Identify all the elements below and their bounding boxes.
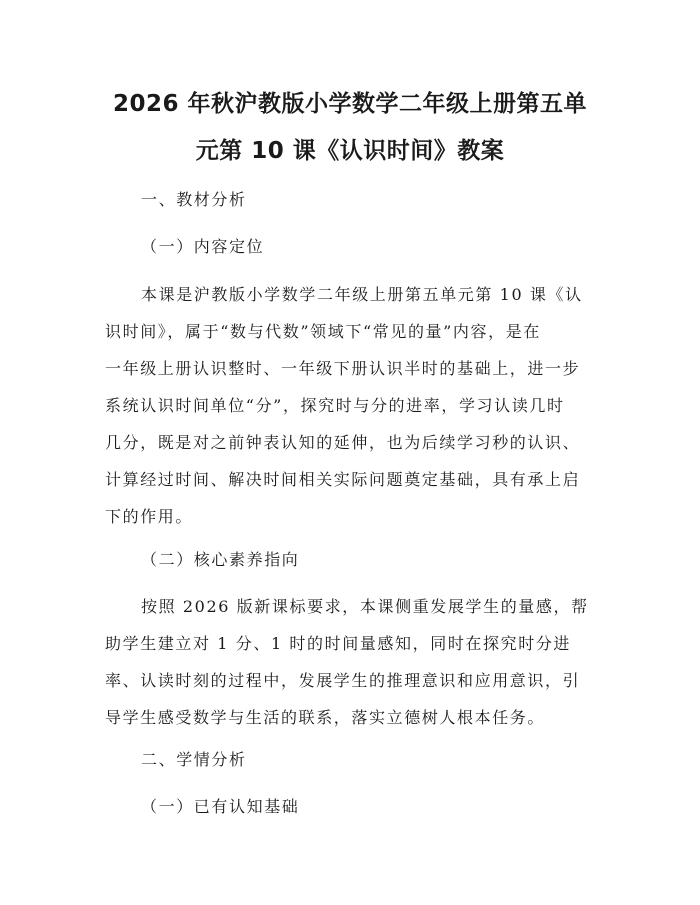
paragraph-line: 几分，既是对之前钟表认知的延伸，也为后续学习秒的认识、 [105,433,581,452]
subheading-core-literacy: （二）核心素养指向 [141,550,300,569]
paragraph-line: 识时间》，属于“数与代数”领域下“常见的量”内容，是在 [105,322,541,341]
subheading-content-positioning: （一）内容定位 [141,237,265,256]
paragraph-line: 下的作用。 [105,507,194,526]
paragraph-line: 率、认读时刻的过程中，发展学生的推理意识和应用意识，引 [105,671,581,690]
section-heading-textbook-analysis: 一、教材分析 [141,190,247,209]
section-heading-student-analysis: 二、学情分析 [141,750,247,769]
subheading-prior-knowledge: （一）已有认知基础 [141,797,300,816]
paragraph-line: 系统认识时间单位“分”，探究时与分的进率，学习认读几时 [105,396,565,415]
paragraph-line: 导学生感受数学与生活的联系，落实立德树人根本任务。 [105,708,546,727]
paragraph-line: 助学生建立对 1 分、1 时的时间量感知，同时在探究时分进 [105,634,572,653]
paragraph-line: 本课是沪教版小学数学二年级上册第五单元第 10 课《认 [141,285,583,304]
paragraph-line: 计算经过时间、解决时间相关实际问题奠定基础，具有承上启 [105,470,581,489]
paragraph-line: 按照 2026 版新课标要求，本课侧重发展学生的量感，帮 [141,597,589,616]
document-title-line-2: 元第 10 课《认识时间》教案 [195,138,505,164]
document-title-line-1: 2026 年秋沪教版小学数学二年级上册第五单 [112,91,588,117]
paragraph-line: 一年级上册认识整时、一年级下册认识半时的基础上，进一步 [105,359,581,378]
